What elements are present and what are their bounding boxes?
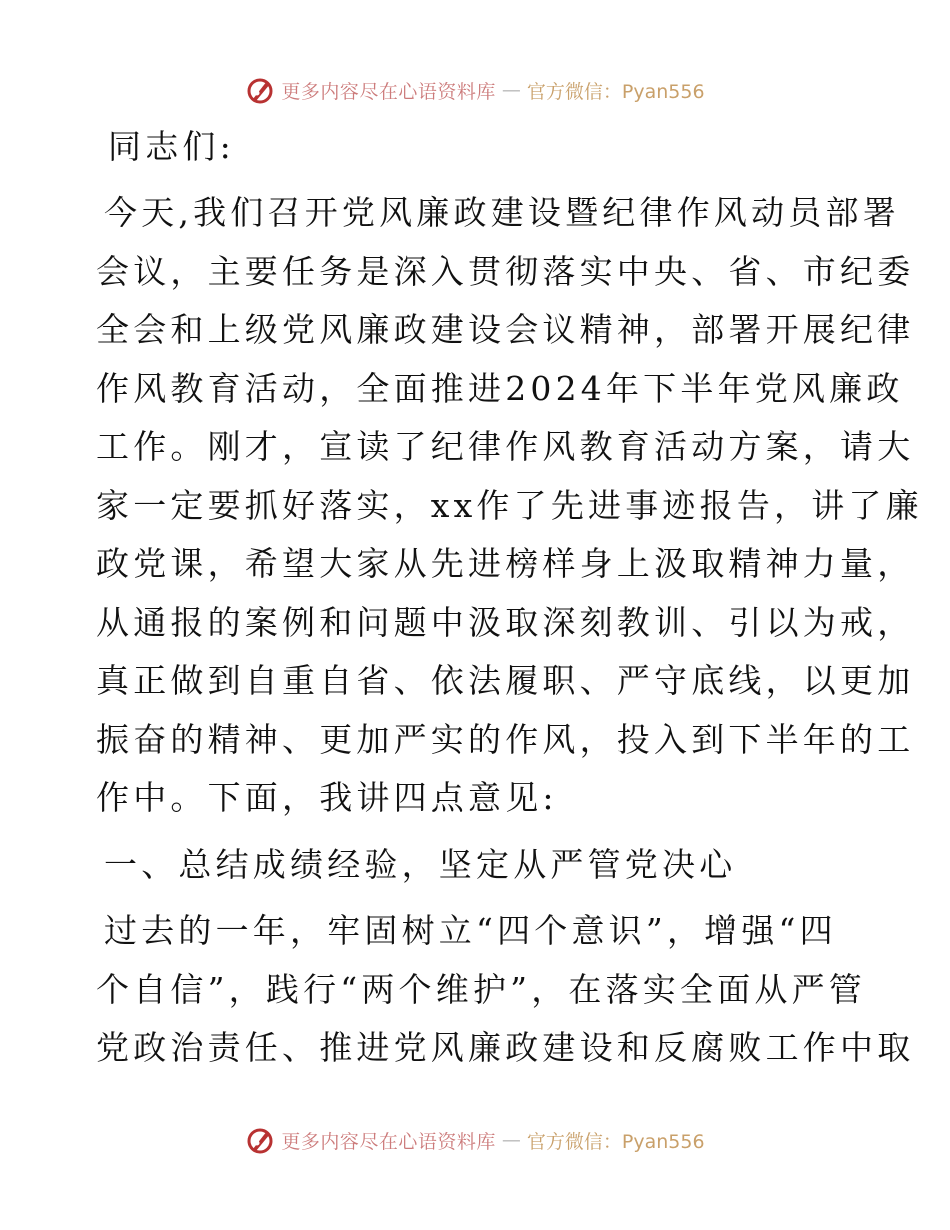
salutation: 同志们: <box>108 127 235 166</box>
watermark-dash: — <box>501 1129 521 1151</box>
text-line: 真正做到自重自省、依法履职、严守底线，以更加 <box>96 661 915 700</box>
watermark-account: 官方微信：Pyan556 <box>526 1130 705 1153</box>
watermark-text: 更多内容尽在心语资料库 <box>281 80 496 103</box>
footer-watermark <box>0 1120 950 1160</box>
text-line: 会议，主要任务是深入贯彻落实中央、省、市纪委 <box>96 251 915 291</box>
header-watermark <box>0 70 950 110</box>
watermark-dash: — <box>501 79 521 101</box>
quill-logo-icon <box>245 75 275 105</box>
paragraph-opening <box>96 184 923 828</box>
text-line: 从通报的案例和问题中汲取深刻教训、引以为戒， <box>96 602 915 642</box>
text-line: 党政治责任、推进党风廉政建设和反腐败工作中取 <box>96 1028 915 1067</box>
text-line: 全会和上级党风廉政建设会议精神，部署开展纪律 <box>96 310 915 349</box>
document-body <box>96 118 923 1078</box>
watermark-account: 官方微信：Pyan556 <box>526 80 705 103</box>
text-line: 今天,我们召开党风廉政建设暨纪律作风动员部署 <box>104 193 900 232</box>
text-line: 家一定要抓好落实，xx作了先进事迹报告，讲了廉 <box>96 485 923 525</box>
quill-logo-icon <box>245 1125 275 1155</box>
watermark-text: 更多内容尽在心语资料库 <box>281 1130 496 1153</box>
text-line: 作中。下面，我讲四点意见: <box>96 778 558 817</box>
section-heading: 一、总结成绩经验，坚定从严管党决心 <box>104 844 737 884</box>
paragraph-review <box>96 902 915 1078</box>
text-line: 个自信”，践行“两个维护”，在落实全面从严管 <box>96 969 867 1009</box>
text-line: 政党课，希望大家从先进榜样身上汲取精神力量， <box>96 544 915 583</box>
text-line: 工作。刚才，宣读了纪律作风教育活动方案，请大 <box>96 427 915 466</box>
text-line: 作风教育活动，全面推进2024年下半年党风廉政 <box>96 368 904 408</box>
text-line: 过去的一年，牢固树立“四个意识”，增强“四 <box>104 911 837 950</box>
text-line: 振奋的精神、更加严实的作风，投入到下半年的工 <box>96 719 915 759</box>
